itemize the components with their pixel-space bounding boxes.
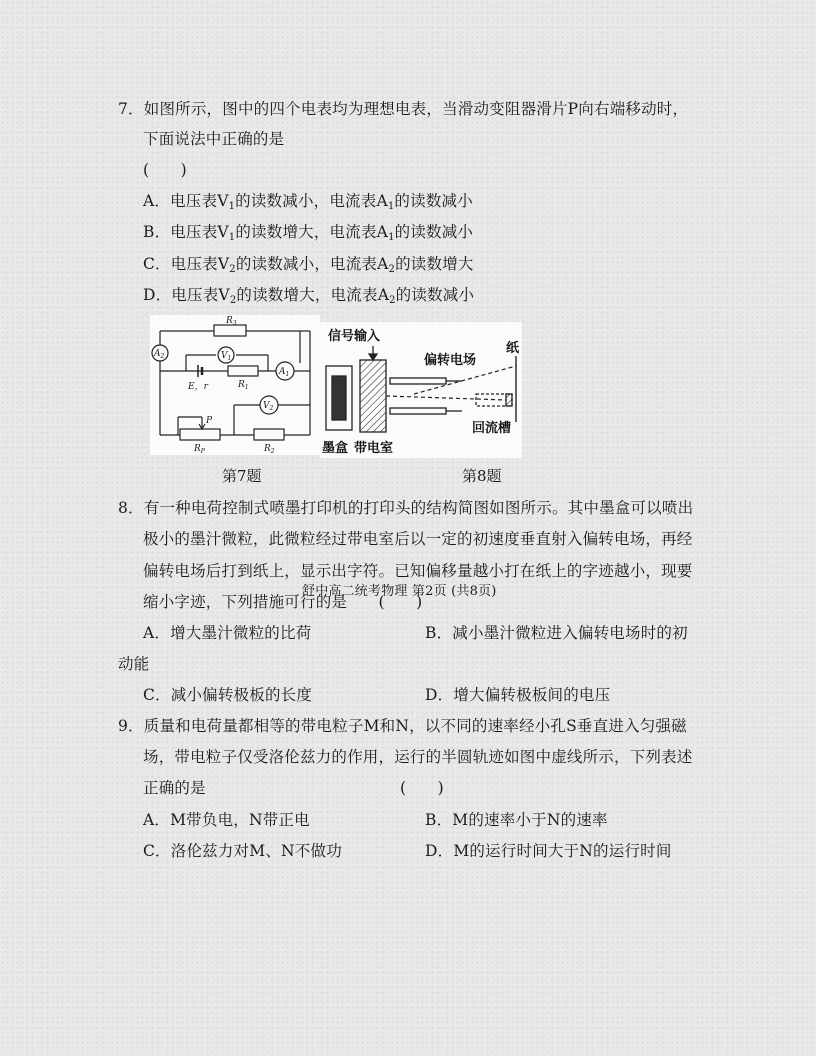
label-charge-chamber: 带电室 — [354, 441, 394, 456]
q7-option-c: C．电压表$V_2$的读数减小，电流表$A_2$的读数增大 — [143, 255, 474, 275]
figure-7-circuit — [150, 315, 320, 455]
label-ink-box: 墨盒 — [322, 441, 349, 456]
q9-stem-line-1: 9．质量和电荷量都相等的带电粒子M和N，以不同的速率经小孔S垂直进入匀强磁 — [118, 717, 687, 735]
resistor-r1 — [228, 366, 258, 376]
q9-stem-line-3: 正确的是 — [143, 779, 206, 797]
q9-answer-blank: ( ) — [400, 779, 444, 797]
label-signal-input: 信号输入 — [328, 329, 381, 344]
q9-stem-line-2: 场，带电粒子仅受洛伦兹力的作用，运行的半圆轨迹如图中虚线所示，下列表述 — [143, 748, 693, 766]
label-rp: $R_P$ — [194, 444, 205, 455]
q9-option-b: B．M的速率小于N的速率 — [425, 811, 608, 829]
q7-stem-line-1: 7．如图所示，图中的四个电表均为理想电表，当滑动变阻器滑片P向右端移动时， — [118, 100, 689, 118]
ink-box-core — [332, 376, 346, 420]
figure-7-caption: 第7题 — [222, 467, 262, 485]
page-footer: 舒中高二统考物理 第2页 (共8页) — [302, 584, 497, 599]
lower-plate — [390, 408, 446, 414]
figure-8-printer-head — [320, 322, 522, 458]
q7-stem-line-2: 下面说法中正确的是 — [143, 130, 285, 148]
label-v2: $V_2$ — [263, 401, 274, 412]
q9-option-d: D．M的运行时间大于N的运行时间 — [425, 842, 672, 860]
q7-answer-blank: ( ) — [143, 161, 187, 179]
label-r2: $R_2$ — [264, 444, 275, 455]
label-a1: $A_1$ — [279, 367, 290, 378]
charge-chamber — [360, 360, 386, 432]
label-v1: $V_1$ — [221, 351, 232, 362]
label-gutter: 回流槽 — [472, 421, 512, 436]
q8-stem-line-4: 缩小字迹，下列措施可行的是 ( ) — [143, 593, 423, 611]
label-deflection-field: 偏转电场 — [424, 353, 477, 368]
rheostat-rp — [180, 429, 220, 440]
q8-stem-line-1: 8．有一种电荷控制式喷墨打印机的打印头的结构简图如图所示。其中墨盒可以喷出 — [118, 499, 694, 517]
figure-8-caption: 第8题 — [462, 467, 502, 485]
q8-option-b: B．减小墨汁微粒进入偏转电场时的初 — [425, 624, 688, 642]
q7-option-b: B．电压表$V_1$的读数增大，电流表$A_1$的读数减小 — [143, 223, 474, 243]
q8-option-c: C．减小偏转极板的长度 — [143, 686, 313, 704]
resistor-r2 — [254, 429, 284, 440]
circuit-diagram — [150, 315, 320, 455]
q8-option-d: D．增大偏转极板间的电压 — [425, 686, 611, 704]
q8-option-a: A．增大墨汁微粒的比荷 — [143, 624, 312, 642]
label-paper: 纸 — [506, 341, 520, 356]
q8-stem-line-3: 偏转电场后打到纸上，显示出字符。已知偏移量越小打在纸上的字迹越小，现要 — [143, 562, 693, 580]
printer-diagram — [320, 322, 522, 458]
upper-plate — [390, 378, 446, 384]
label-r1: $R_1$ — [238, 380, 249, 391]
q8-option-b-wrap: 动能 — [118, 655, 150, 673]
label-e-r: E，r — [188, 382, 208, 392]
resistor-r3 — [214, 325, 246, 336]
q9-option-a: A．M带负电，N带正电 — [143, 811, 310, 829]
q7-option-a: A．电压表$V_1$的读数减小，电流表$A_1$的读数减小 — [143, 192, 473, 212]
label-a2: $A_2$ — [154, 349, 165, 360]
label-p: P — [206, 416, 213, 426]
q9-option-c: C．洛伦兹力对M、N不做功 — [143, 842, 342, 860]
label-r3: $R_3$ — [226, 316, 237, 327]
q8-stem-line-2: 极小的墨汁微粒，此微粒经过带电室后以一定的初速度垂直射入偏转电场，再经 — [143, 530, 693, 548]
q7-option-d: D．电压表$V_2$的读数增大，电流表$A_2$的读数减小 — [143, 286, 475, 306]
